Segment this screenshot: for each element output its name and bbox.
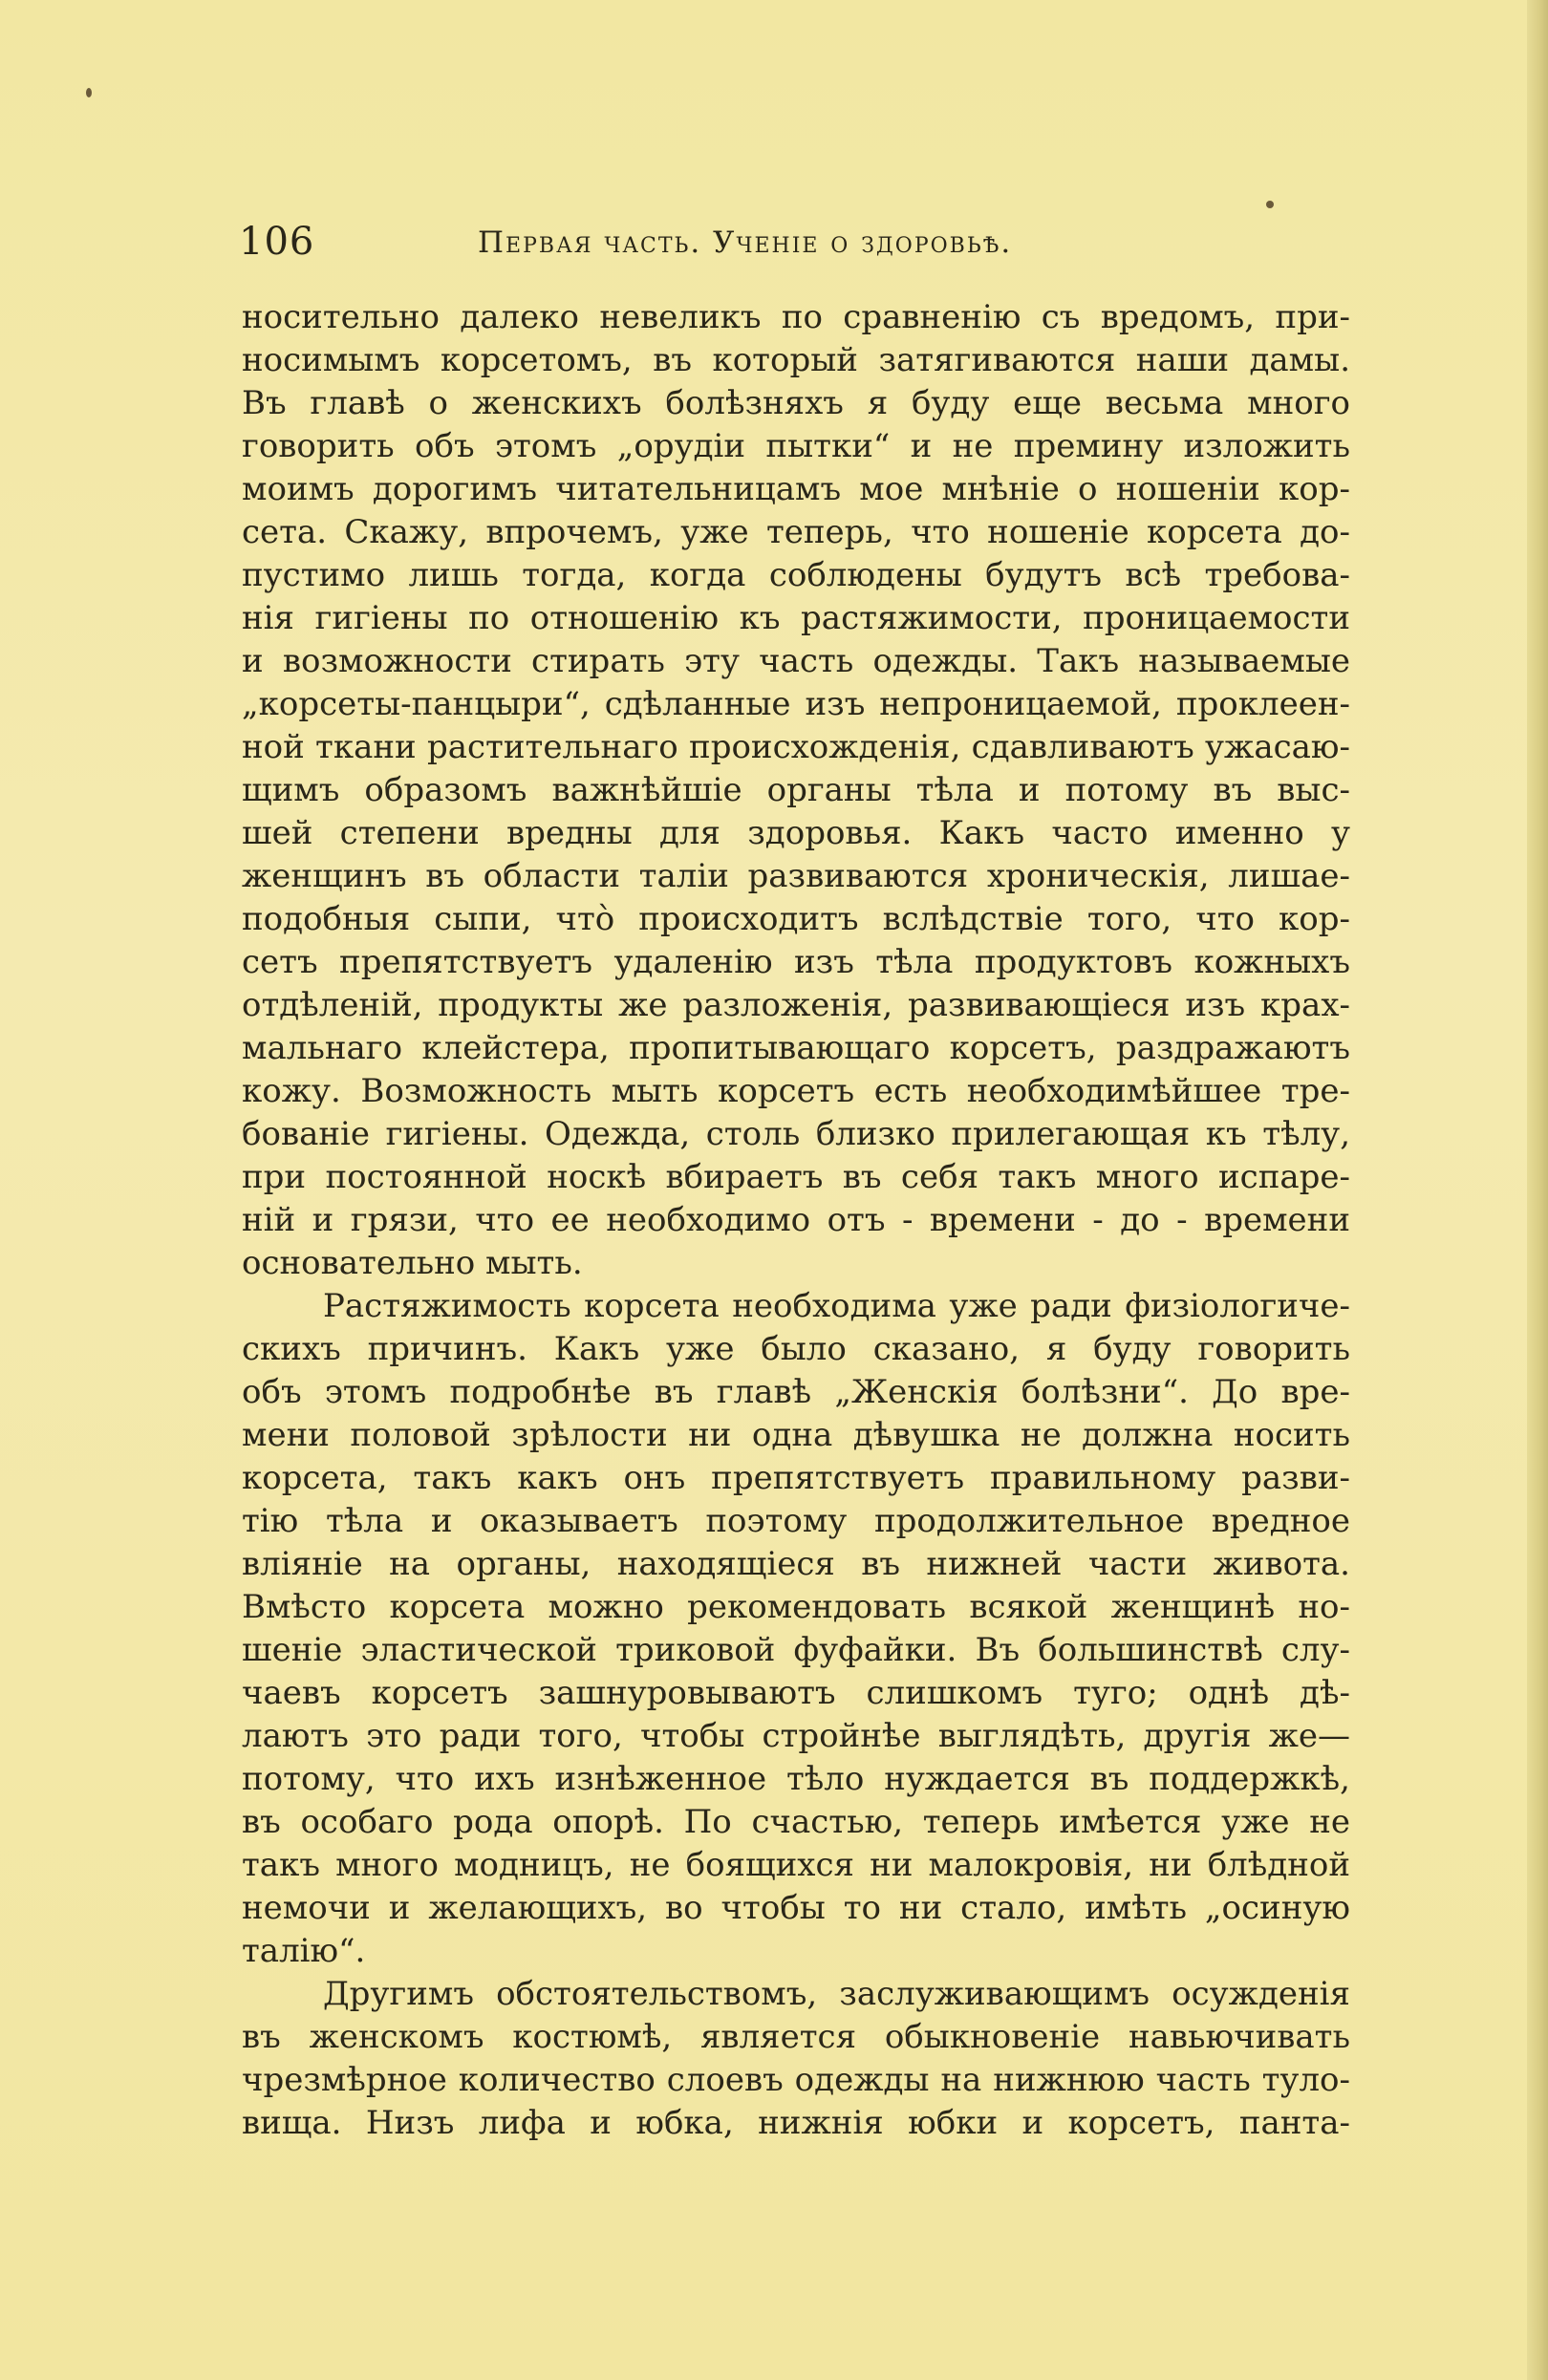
text-line: тію тѣла и оказываетъ поэтому продолжительное вредное (242, 1502, 1350, 1540)
text-line: и возможности стирать эту часть одежды. Такъ называемые (242, 642, 1350, 680)
text-line: отдѣленій, продукты же разложенія, развивающіеся изъ крах- (242, 986, 1350, 1024)
text-line: скихъ причинъ. Какъ уже было сказано, я буду говорить (242, 1330, 1350, 1368)
text-line: въ особаго рода опорѣ. По счастью, теперь имѣется уже не (242, 1803, 1350, 1841)
text-line: „корсеты-панцыри“, сдѣланные изъ непроницаемой, проклеен- (242, 685, 1350, 723)
text-line: при постоянной носкѣ вбираетъ въ себя такъ много испаре- (242, 1158, 1350, 1196)
text-line: сета. Скажу, впрочемъ, уже теперь, что ношеніе корсета до- (242, 513, 1350, 551)
text-line: ній и грязи, что ее необходимо отъ - времени - до - времени (242, 1201, 1350, 1239)
text-line: вища. Низъ лифа и юбка, нижнія юбки и корсетъ, панта- (242, 2104, 1350, 2142)
text-line: кожу. Возможность мыть корсетъ есть необходимѣйшее тре- (242, 1072, 1350, 1110)
text-line: основательно мыть. (242, 1244, 583, 1282)
text-line: Въ главѣ о женскихъ болѣзняхъ я буду еще весьма много (242, 384, 1350, 422)
text-line: щимъ образомъ важнѣйшіе органы тѣла и потому въ выс- (242, 771, 1350, 809)
text-line: подобныя сыпи, что̀ происходитъ вслѣдствіе того, что кор- (242, 900, 1350, 938)
text-line: шей степени вредны для здоровья. Какъ часто именно у (242, 814, 1350, 852)
ink-speck (1266, 201, 1274, 208)
text-line: пустимо лишь тогда, когда соблюдены будутъ всѣ требова- (242, 556, 1350, 594)
text-line: Растяжимость корсета необходима уже ради физіологиче- (323, 1287, 1350, 1325)
page-binding-edge (1527, 0, 1548, 2380)
text-line: вліяніе на органы, находящіеся въ нижней части живота. (242, 1545, 1350, 1583)
text-line: немочи и желающихъ, во чтобы то ни стало, имѣть „осиную (242, 1889, 1350, 1927)
text-line: мени половой зрѣлости ни одна дѣвушка не должна носить (242, 1416, 1350, 1454)
text-line: такъ много модницъ, не боящихся ни малокровія, ни блѣдной (242, 1846, 1350, 1884)
text-line: носимымъ корсетомъ, въ который затягиваются наши дамы. (242, 341, 1350, 379)
text-line: Вмѣсто корсета можно рекомендовать всякой женщинѣ но- (242, 1588, 1350, 1626)
text-line: бованіе гигіены. Одежда, столь близко прилегающая къ тѣлу, (242, 1115, 1350, 1153)
text-line: чаевъ корсетъ зашнуровываютъ слишкомъ туго; однѣ дѣ- (242, 1674, 1350, 1712)
text-line: чрезмѣрное количество слоевъ одежды на нижнюю часть туло- (242, 2061, 1350, 2099)
text-line: сетъ препятствуетъ удаленію изъ тѣла продуктовъ кожныхъ (242, 943, 1350, 981)
ink-speck (86, 88, 92, 97)
text-line: ной ткани растительнаго происхожденія, сдавливаютъ ужасаю- (242, 728, 1350, 766)
text-line: моимъ дорогимъ читательницамъ мое мнѣніе о ношеніи кор- (242, 470, 1350, 508)
text-line: нія гигіены по отношенію къ растяжимости, проницаемости (242, 599, 1350, 637)
page-header (239, 220, 1352, 277)
text-line: корсета, такъ какъ онъ препятствуетъ правильному разви- (242, 1459, 1350, 1497)
text-line: въ женскомъ костюмѣ, является обыкновеніе навьючивать (242, 2018, 1350, 2056)
text-line: лаютъ это ради того, чтобы стройнѣе выглядѣть, другія же— (242, 1717, 1350, 1755)
text-line: потому, что ихъ изнѣженное тѣло нуждается въ поддержкѣ, (242, 1760, 1350, 1798)
text-line: женщинъ въ области таліи развиваются хроническія, лишае- (242, 857, 1350, 895)
text-line: говорить объ этомъ „орудіи пытки“ и не премину изложить (242, 427, 1350, 465)
text-line: носительно далеко невеликъ по сравненію съ вредомъ, при- (242, 298, 1350, 336)
text-line: шеніе эластической триковой фуфайки. Въ большинствѣ слу- (242, 1631, 1350, 1669)
text-line: талію“. (242, 1932, 366, 1970)
page-number: 106 (239, 220, 315, 264)
text-line: мальнаго клейстера, пропитывающаго корсетъ, раздражаютъ (242, 1029, 1350, 1067)
text-line: Другимъ обстоятельствомъ, заслуживающимъ осужденія (323, 1975, 1350, 2013)
running-head: Первая часть. Ученіе о здоровьѣ. (478, 225, 1013, 260)
body-text (242, 296, 1350, 2145)
text-line: объ этомъ подробнѣе въ главѣ „Женскія болѣзни“. До вре- (242, 1373, 1350, 1411)
